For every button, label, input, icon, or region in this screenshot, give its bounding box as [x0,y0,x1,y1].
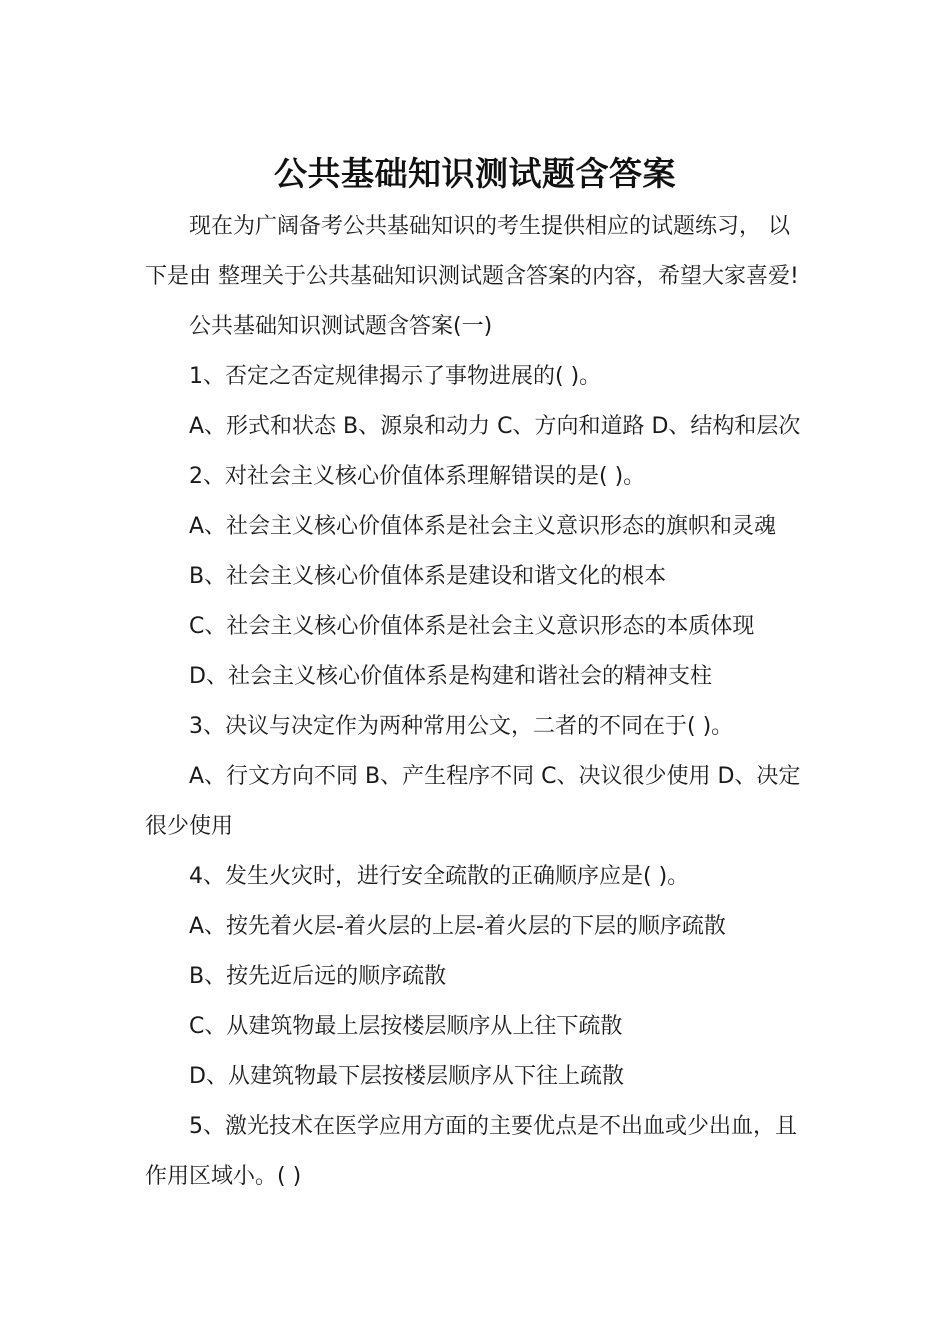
intro-paragraph: 现在为广阔备考公共基础知识的考生提供相应的试题练习， 以下是由 整理关于公共基础知识测试题含答案的内容，希望大家喜爱! [145,214,799,289]
question-3: 3、决议与决定作为两种常用公文，二者的不同在于( )。 [189,714,734,739]
question-1: 1、否定之否定规律揭示了事物进展的( )。 [189,364,602,389]
question-2: 2、对社会主义核心价值体系理解错误的是( )。 [189,464,646,489]
document-body [145,202,810,1202]
section-heading: 公共基础知识测试题含答案(一) [189,314,493,339]
question-4-option-a: A、按先着火层-着火层的上层-着火层的下层的顺序疏散 [189,914,726,939]
question-4-option-d: D、从建筑物最下层按楼层顺序从下往上疏散 [189,1064,624,1089]
question-4: 4、发生火灾时，进行安全疏散的正确顺序应是( )。 [189,864,690,889]
question-1-options: A、形式和状态 B、源泉和动力 C、方向和道路 D、结构和层次 [189,414,801,439]
question-3-options: A、行文方向不同 B、产生程序不同 C、决议很少使用 D、决定很少使用 [145,764,801,839]
question-2-option-d: D、社会主义核心价值体系是构建和谐社会的精神支柱 [189,664,712,689]
question-5: 5、激光技术在医学应用方面的主要优点是不出血或少出血，且作用区域小。( ) [145,1114,797,1189]
question-4-option-b: B、按先近后远的顺序疏散 [189,964,447,989]
question-2-option-c: C、社会主义核心价值体系是社会主义意识形态的本质体现 [189,614,755,639]
question-2-option-a: A、社会主义核心价值体系是社会主义意识形态的旗帜和灵魂 [189,514,777,539]
question-4-option-c: C、从建筑物最上层按楼层顺序从上往下疏散 [189,1014,623,1039]
question-2-option-b: B、社会主义核心价值体系是建设和谐文化的根本 [189,564,667,589]
page-title: 公共基础知识测试题含答案 [274,154,676,194]
